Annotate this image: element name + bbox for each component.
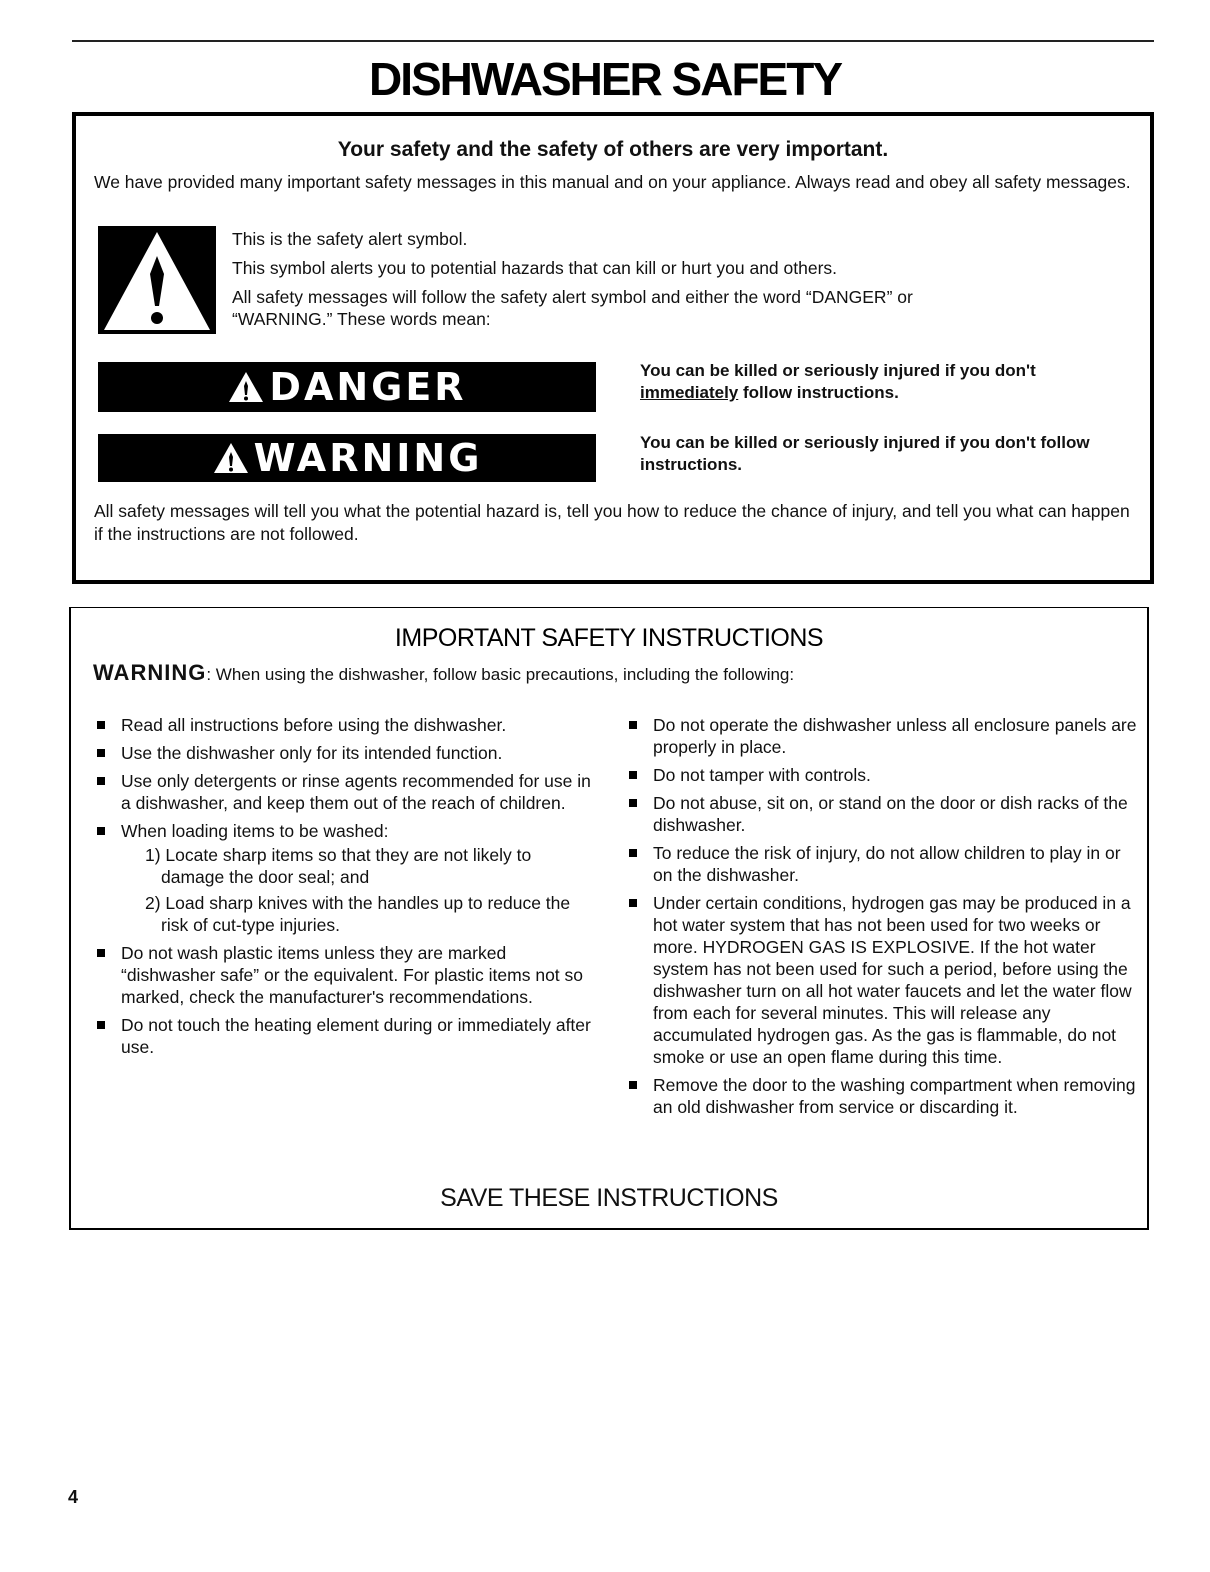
symbol-explanation xyxy=(232,228,1132,337)
list-item: Remove the door to the washing compartment when removing an old dishwasher from service or discarding it. xyxy=(627,1074,1137,1118)
danger-text-emphasis: immediately xyxy=(640,383,739,402)
important-instructions-box xyxy=(69,607,1149,1230)
instructions-right-column xyxy=(627,714,1137,1124)
safety-intro: We have provided many important safety messages in this manual and on your appliance. Always read and obey all safety messages. xyxy=(94,172,1131,192)
square-bullet-icon xyxy=(97,1021,105,1029)
list-item: To reduce the risk of injury, do not allow children to play in or on the dishwasher. xyxy=(627,842,1137,886)
square-bullet-icon xyxy=(629,771,637,779)
danger-text-before: You can be killed or seriously injured if you don't xyxy=(640,361,1036,380)
square-bullet-icon xyxy=(97,827,105,835)
list-item: Use the dishwasher only for its intended function. xyxy=(95,742,595,764)
list-item: When loading items to be washed: 1) Locate sharp items so that they are not likely to damage the door seal; and 2) Load sharp knives with the handles up to reduce the risk of cut-type injuries. xyxy=(95,820,595,936)
symbol-line: This symbol alerts you to potential hazards that can kill or hurt you and others. xyxy=(232,258,838,278)
square-bullet-icon xyxy=(629,799,637,807)
list-item: Read all instructions before using the dishwasher. xyxy=(95,714,595,736)
safety-message-box xyxy=(72,112,1154,584)
safety-outro: All safety messages will tell you what the potential hazard is, tell you how to reduce the chance of injury, and tell you what can happen if the instructions are not followed. xyxy=(94,501,1130,544)
square-bullet-icon xyxy=(97,721,105,729)
square-bullet-icon xyxy=(629,1081,637,1089)
warning-precaution-text: : When using the dishwasher, follow basic precautions, including the following: xyxy=(206,665,795,684)
square-bullet-icon xyxy=(97,949,105,957)
danger-text-after: follow instructions. xyxy=(738,383,899,402)
safety-alert-triangle-icon xyxy=(98,226,216,334)
symbol-line: All safety messages will follow the safety alert symbol and either the word “DANGER” or “WARNING.” These words mean: xyxy=(232,287,913,329)
list-item: Do not wash plastic items unless they are marked “dishwasher safe” or the equivalent. For plastic items not so marked, check the manufacturer's recommendations. xyxy=(95,942,595,1008)
list-item: Do not abuse, sit on, or stand on the door or dish racks of the dishwasher. xyxy=(627,792,1137,836)
sub-list-item: 1) Locate sharp items so that they are not likely to damage the door seal; and xyxy=(145,845,532,887)
square-bullet-icon xyxy=(629,849,637,857)
page-number: 4 xyxy=(68,1487,79,1507)
instructions-left-column xyxy=(95,714,595,1064)
warning-signal-bar xyxy=(98,434,596,482)
danger-alert-icon xyxy=(227,370,265,404)
page-title: DISHWASHER SAFETY xyxy=(368,53,842,105)
safety-heading: Your safety and the safety of others are very important. xyxy=(337,138,889,161)
list-item: Under certain conditions, hydrogen gas may be produced in a hot water system that has not been used for two weeks or more. HYDROGEN GAS IS EXPLOSIVE. If the hot water system has not been used for such a period, before using the dishwasher turn on all hot water faucets and let the water flow from each for several minutes. This will release any accumulated hydrogen gas. As the gas is flammable, do not smoke or use an open flame during this time. xyxy=(627,892,1137,1068)
square-bullet-icon xyxy=(97,749,105,757)
list-item: Do not tamper with controls. xyxy=(627,764,1137,786)
square-bullet-icon xyxy=(629,721,637,729)
warning-description: You can be killed or seriously injured if you don't follow instructions. xyxy=(640,433,1090,474)
list-item: Use only detergents or rinse agents recommended for use in a dishwasher, and keep them out of the reach of children. xyxy=(95,770,595,814)
symbol-line: This is the safety alert symbol. xyxy=(232,229,468,249)
danger-label: DANGER xyxy=(269,365,467,409)
top-rule xyxy=(72,40,1154,42)
danger-description xyxy=(640,360,1130,404)
warning-label: WARNING xyxy=(253,436,483,480)
sub-list-item: 2) Load sharp knives with the handles up to reduce the risk of cut-type injuries. xyxy=(145,893,571,935)
square-bullet-icon xyxy=(629,899,637,907)
square-bullet-icon xyxy=(97,777,105,785)
save-instructions-heading: SAVE THESE INSTRUCTIONS xyxy=(440,1184,778,1212)
list-item: Do not operate the dishwasher unless all enclosure panels are properly in place. xyxy=(627,714,1137,758)
warning-word: WARNING xyxy=(93,660,207,685)
warning-line xyxy=(93,660,1133,686)
instructions-title: IMPORTANT SAFETY INSTRUCTIONS xyxy=(394,624,824,652)
list-item: Do not touch the heating element during or immediately after use. xyxy=(95,1014,595,1058)
danger-signal-bar xyxy=(98,362,596,412)
warning-alert-icon xyxy=(212,441,250,475)
